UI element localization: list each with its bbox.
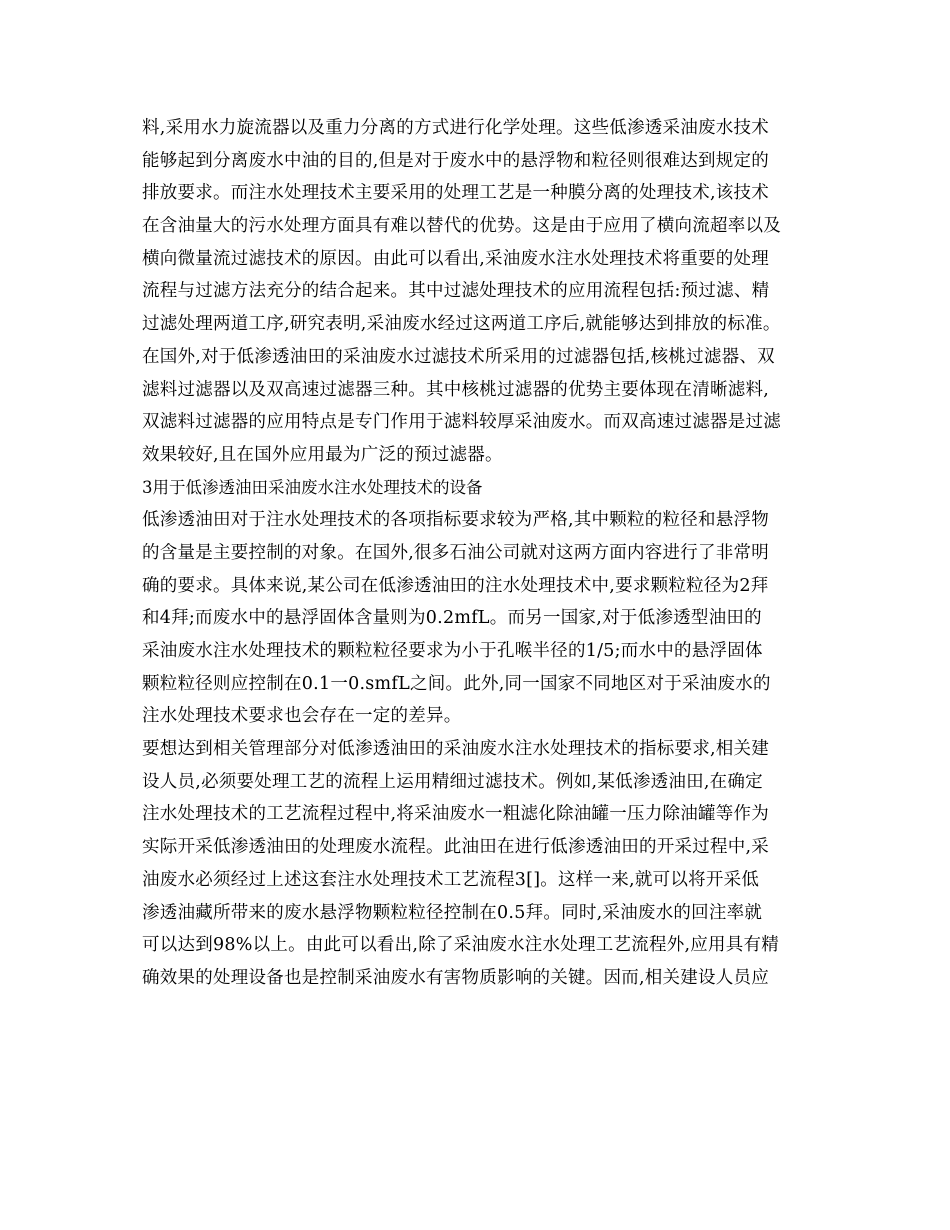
text-line: 颗粒粒径则应控制在0.1一0.smfL之间。此外,同一国家不同地区对于采油废水的 <box>142 673 771 694</box>
text-line: 确的要求。具体来说,某公司在低渗透油田的注水处理技术中,要求颗粒粒径为2拜 <box>142 575 769 596</box>
text-line: 渗透油藏所带来的废水悬浮物颗粒粒径控制在0.5拜。同时,采油废水的回注率就 <box>142 902 763 923</box>
text-line: 低渗透油田对于注水处理技术的各项指标要求较为严格,其中颗粒的粒径和悬浮物 <box>142 510 770 531</box>
text-line: 设人员,必须要处理工艺的流程上运用精细过滤技术。例如,某低渗透油田,在确定 <box>142 771 763 792</box>
text-line: 油废水必须经过上述这套注水处理技术工艺流程3[]。这样一来,就可以将开采低 <box>142 869 760 890</box>
text-line: 实际开采低渗透油田的处理废水流程。此油田在进行低渗透油田的开采过程中,采 <box>142 837 770 858</box>
text-line: 可以达到98%以上。由此可以看出,除了采油废水注水处理工艺流程外,应用具有精 <box>142 935 780 956</box>
text-line: 的含量是主要控制的对象。在国外,很多石油公司就对这两方面内容进行了非常明 <box>142 542 770 563</box>
text-line: 流程与过滤方法充分的结合起来。其中过滤处理技术的应用流程包括:预过滤、精 <box>142 281 770 302</box>
section-heading: 3用于低渗透油田采油废水注水处理技术的设备 <box>142 477 483 497</box>
text-line: 横向微量流过滤技术的原因。由此可以看出,采油废水注水处理技术将重要的处理 <box>142 248 770 269</box>
text-line: 和4拜;而废水中的悬浮固体含量则为0.2mfL。而另一国家,对于低渗透型油田的 <box>142 608 762 629</box>
text-line: 效果较好,且在国外应用最为广泛的预过滤器。 <box>142 444 503 465</box>
text-line: 在含油量大的污水处理方面具有难以替代的优势。这是由于应用了横向流超率以及 <box>142 216 781 237</box>
body-text <box>142 112 822 995</box>
text-line: 排放要求。而注水处理技术主要采用的处理工艺是一种膜分离的处理技术,该技术 <box>142 183 770 204</box>
text-line: 要想达到相关管理部分对低渗透油田的采油废水注水处理技术的指标要求,相关建 <box>142 739 770 760</box>
text-line: 确效果的处理设备也是控制采油废水有害物质影响的关键。因而,相关建设人员应 <box>142 967 770 988</box>
text-line: 在国外,对于低渗透油田的采油废水过滤技术所采用的过滤器包括,核桃过滤器、双 <box>142 346 775 367</box>
text-line: 双滤料过滤器的应用特点是专门作用于滤料较厚采油废水。而双高速过滤器是过滤 <box>142 412 781 433</box>
text-line: 过滤处理两道工序,研究表明,采油废水经过这两道工序后,就能够达到排放的标准。 <box>142 314 781 335</box>
text-line: 采油废水注水处理技术的颗粒粒径要求为小于孔喉半径的1/5;而水中的悬浮固体 <box>142 641 763 661</box>
text-line: 滤料过滤器以及双高速过滤器三种。其中核桃过滤器的优势主要体现在清晰滤料, <box>142 379 770 400</box>
text-line: 能够起到分离废水中油的目的,但是对于废水中的悬浮物和粒径则很难达到规定的 <box>142 150 770 171</box>
text-line: 注水处理技术的工艺流程过程中,将采油废水一粗滤化除油罐一压力除油罐等作为 <box>142 804 770 825</box>
text-line: 注水处理技术要求也会存在一定的差异。 <box>142 706 462 727</box>
text-line: 料,采用水力旋流器以及重力分离的方式进行化学处理。这些低渗透采油废水技术 <box>142 118 770 138</box>
